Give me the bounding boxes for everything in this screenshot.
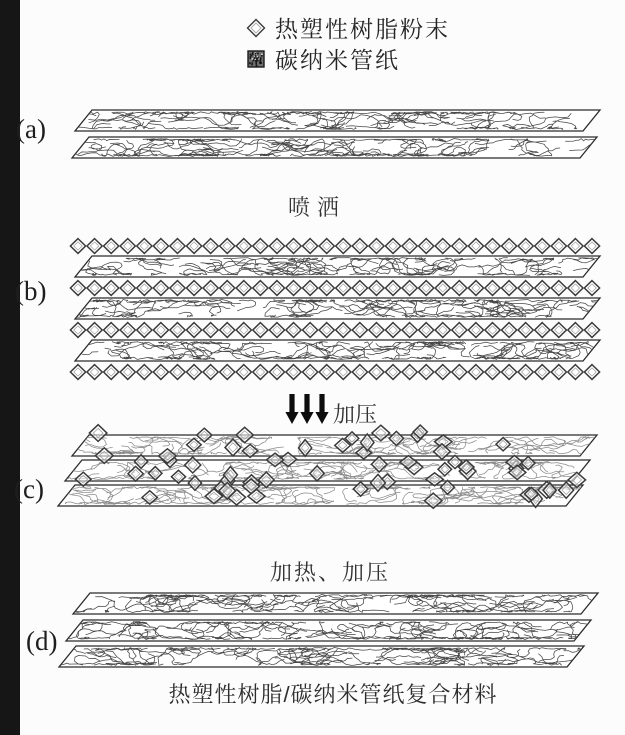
figure-caption: 热塑性树脂/碳纳米管纸复合材料 bbox=[168, 682, 498, 707]
pressure-arrows-icon bbox=[285, 394, 328, 424]
section-label-c: (c) bbox=[14, 474, 44, 504]
step-label-heat-pressure: 加热、加压 bbox=[269, 560, 390, 585]
legend-label-resin-powder: 热塑性树脂粉末 bbox=[275, 16, 450, 42]
resin-powder-diamond-icon bbox=[246, 18, 266, 38]
legend-label-cnt-paper: 碳纳米管纸 bbox=[275, 47, 400, 73]
legend bbox=[246, 12, 450, 74]
section-a-sheets bbox=[34, 110, 625, 158]
step-label-spray: 喷洒 bbox=[287, 195, 346, 220]
section-label-d: (d) bbox=[26, 626, 58, 656]
cnt-paper-swatch-icon bbox=[246, 49, 266, 69]
legend-item-cnt-paper bbox=[246, 43, 450, 74]
section-label-b: (b) bbox=[15, 276, 47, 306]
step-label-pressure: 加压 bbox=[333, 402, 378, 427]
section-label-a: (a) bbox=[16, 114, 46, 144]
section-d-stack bbox=[44, 593, 617, 667]
legend-item-resin-powder bbox=[246, 12, 450, 43]
section-b-sheets bbox=[49, 256, 620, 361]
